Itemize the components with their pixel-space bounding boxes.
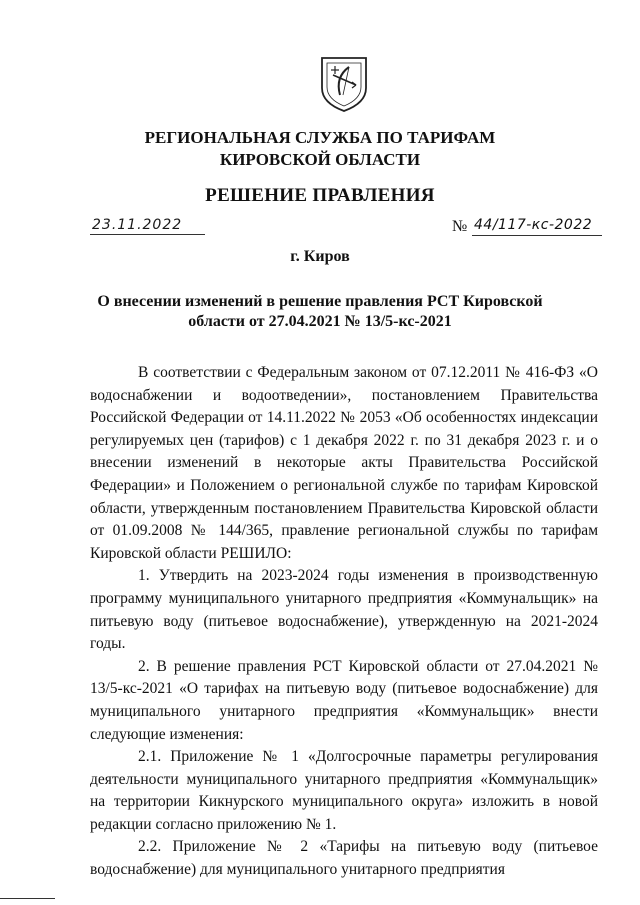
organization-name-line1: РЕГИОНАЛЬНАЯ СЛУЖБА ПО ТАРИФАМ <box>144 128 496 147</box>
document-title: РЕШЕНИЕ ПРАВЛЕНИЯ <box>205 185 435 206</box>
document-body <box>90 362 598 882</box>
date-underline <box>90 234 205 235</box>
coat-of-arms-emblem <box>319 55 369 113</box>
organization-name-line2: КИРОВСКОЙ ОБЛАСТИ <box>219 150 421 169</box>
number-symbol: № <box>452 218 468 235</box>
handwritten-number: 44/117-кс-2022 <box>474 217 593 233</box>
number-underline <box>472 235 602 236</box>
paragraph-preamble: В соответствии с Федеральным законом от 07.12.2011 № 416-ФЗ «О водоснабжении и водоотведении», постановлением Правительства Российской Федерации от 14.11.2022 № 2053 «Об особенностях индексации регулируемых цен (тарифов) с 1 декабря 2022 г. по 31 декабря 2023 г. и о внесении изменений в некоторые акты Правительства Российской Федерации» и Положением о региональной службе по тарифам Кировской области, утвержденным постановлением Правительства Кировской области от 01.09.2008 № 144/365, правление региональной службы по тарифам Кировской области РЕШИЛО: <box>90 364 598 562</box>
paragraph-item-2: 2. В решение правления РСТ Кировской области от 27.04.2021 № 13/5-кс-2021 «О тарифах на питьевую воду (питьевое водоснабжение) для муниципального унитарного предприятия «Коммунальщик» внести следующие изменения: <box>90 657 598 743</box>
paragraph-item-2-1: 2.1. Приложение № 1 «Долгосрочные параметры регулирования деятельности муниципального унитарного предприятия «Коммунальщик» на территории Кикнурского муниципального округа» изложить в новой редакции согласно приложению № 1. <box>90 748 598 833</box>
document-date <box>90 216 205 238</box>
city-name: г. Киров <box>290 248 350 265</box>
subject-line1: О внесении изменений в решение правления РСТ Кировской <box>97 293 543 310</box>
subject-line2: области от 27.04.2021 № 13/5-кс-2021 <box>188 313 452 330</box>
paragraph-item-1: 1. Утвердить на 2023-2024 годы изменения в производственную программу муниципального унитарного предприятия «Коммунальщик» на питьевую воду (питьевое водоснабжение), утвержденную на 2021-2024 годы. <box>90 567 598 653</box>
footnote-separator <box>0 898 55 899</box>
paragraph-item-2-2: 2.2. Приложение № 2 «Тарифы на питьевую воду (питьевое водоснабжение) для муниципального унитарного предприятия <box>90 838 598 879</box>
handwritten-date: 23.11.2022 <box>92 217 183 233</box>
document-number <box>452 216 602 238</box>
